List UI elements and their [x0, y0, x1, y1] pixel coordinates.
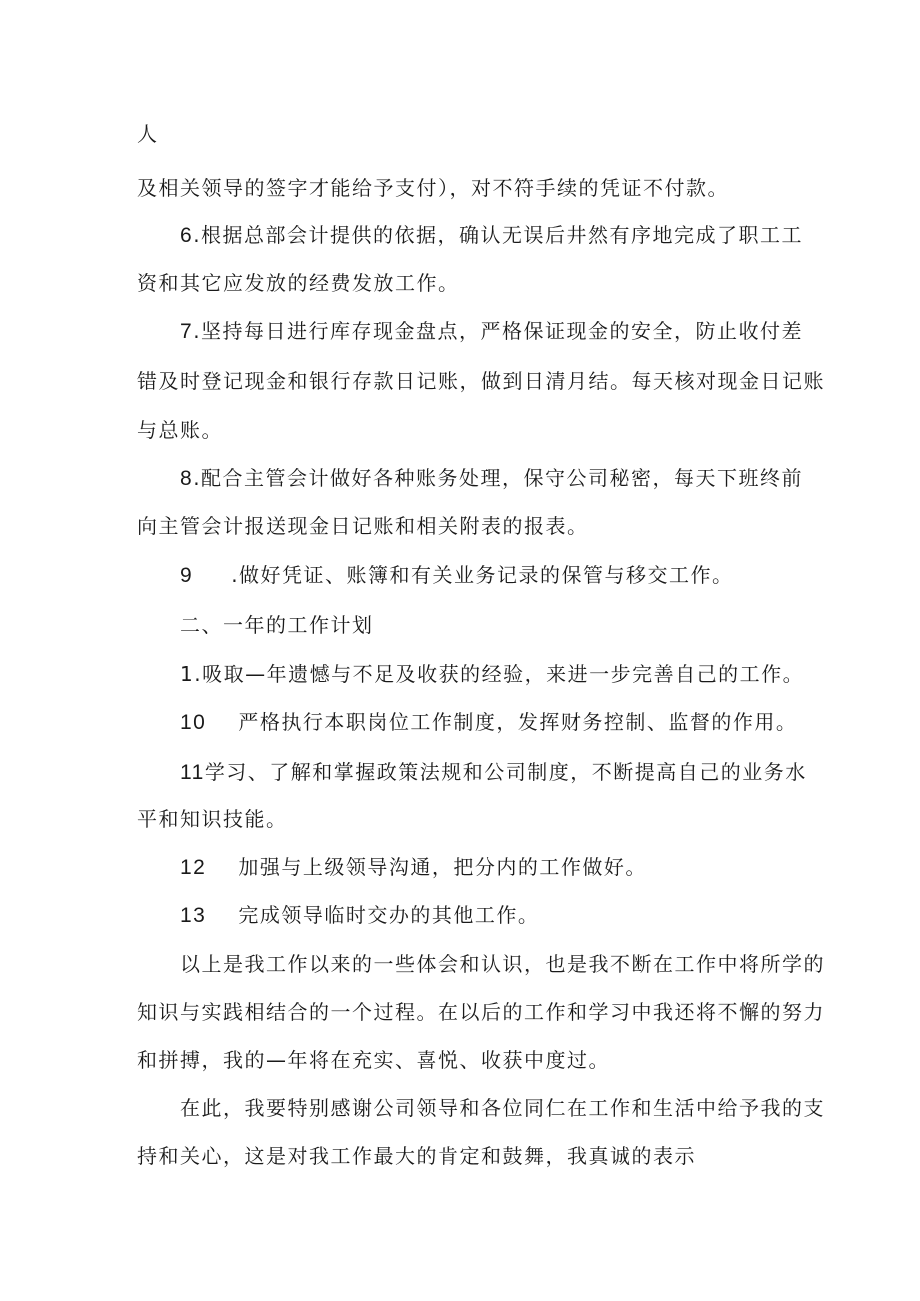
text-line: 向主管会计报送现金日记账和相关附表的报表。: [137, 514, 589, 538]
plan-item-11: 11学习、了解和掌握政策法规和公司制度，不断提高自己的业务水: [180, 760, 807, 784]
text-line: 以上是我工作以来的一些体会和认识，也是我不断在工作中将所学的: [180, 952, 825, 976]
text-line: 和拼搏，我的—年将在充实、喜悦、收获中度过。: [137, 1048, 610, 1072]
list-item-9: 9 .做好凭证、账簿和有关业务记录的保管与移交工作。: [180, 563, 734, 587]
list-item-6: 6.根据总部会计提供的依据，确认无误后井然有序地完成了职工工: [180, 223, 804, 247]
item-number: 6: [180, 224, 194, 247]
item-number: 7: [180, 320, 194, 343]
item-number: 9: [180, 564, 194, 587]
list-item-8: 8.配合主管会计做好各种账务处理，保守公司秘密，每天下班终前: [180, 466, 804, 490]
plan-item-1: 1.吸取—年遗憾与不足及收获的经验，来进一步完善自己的工作。: [180, 662, 805, 686]
item-number: 11: [180, 761, 205, 784]
item-number: 12: [180, 856, 207, 879]
text-line: 知识与实践相结合的一个过程。在以后的工作和学习中我还将不懈的努力: [137, 1000, 825, 1024]
text-line: 持和关心，这是对我工作最大的肯定和鼓舞，我真诚的表示: [137, 1144, 696, 1168]
text-line: 错及时登记现金和银行存款日记账，做到日清月结。每天核对现金日记账: [137, 369, 825, 393]
text-line: 人: [137, 122, 159, 146]
item-number: 10: [180, 711, 207, 734]
section-heading: 二、一年的工作计划: [180, 613, 374, 637]
text-line: 及相关领导的签字才能给予支付），对不符手续的凭证不付款。: [137, 176, 729, 200]
text-line: 平和知识技能。: [137, 807, 288, 831]
text-line: 在此，我要特别感谢公司领导和各位同仁在工作和生活中给予我的支: [180, 1096, 825, 1120]
item-number: 13: [180, 904, 207, 927]
plan-item-12: 12 加强与上级领导沟通，把分内的工作做好。: [180, 855, 647, 879]
text-line: 与总账。: [137, 418, 223, 442]
text-line: 资和其它应发放的经费发放工作。: [137, 271, 460, 295]
plan-item-10: 10 严格执行本职岗位工作制度，发挥财务控制、监督的作用。: [180, 710, 798, 734]
item-number: 8: [180, 467, 194, 490]
plan-item-13: 13 完成领导临时交办的其他工作。: [180, 903, 540, 927]
list-item-7: 7.坚持每日进行库存现金盘点，严格保证现金的安全，防止收付差: [180, 319, 804, 343]
